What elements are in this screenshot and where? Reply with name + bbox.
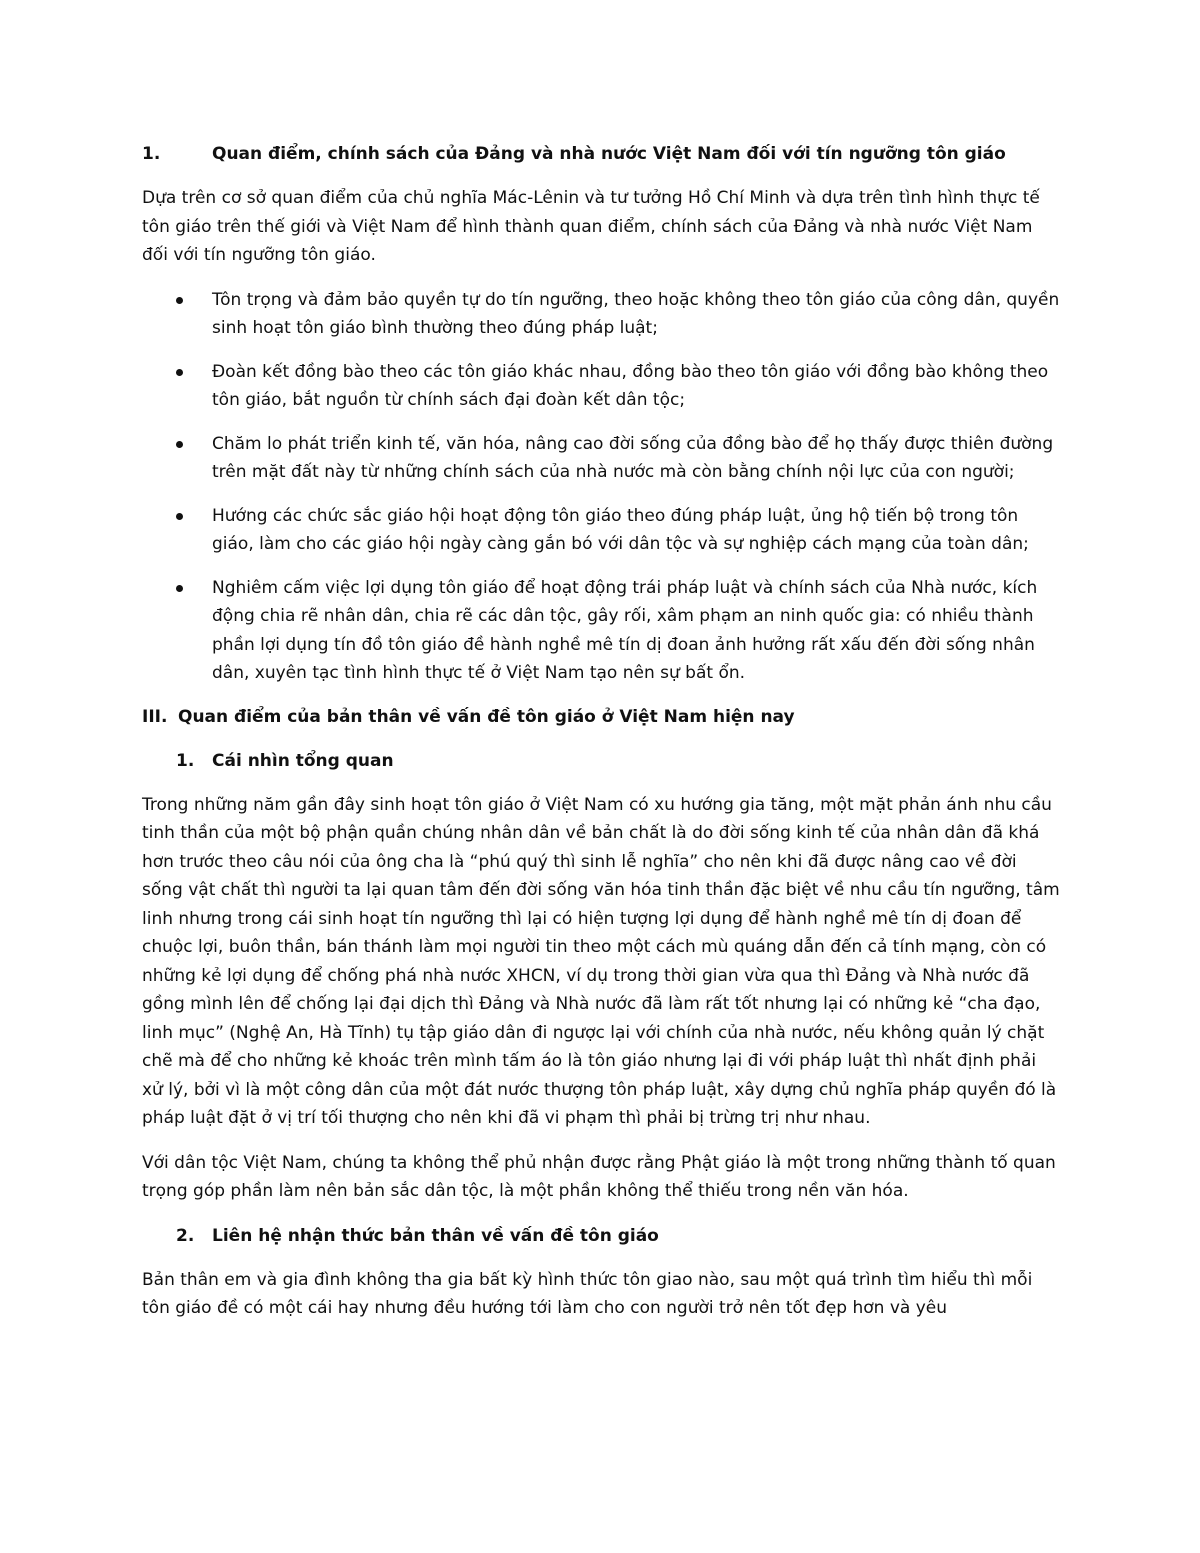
bullet-icon bbox=[176, 297, 183, 304]
bullet-text: Chăm lo phát triển kinh tế, văn hóa, nâng cao đời sống của đồng bào để họ thấy được thiên đường trên mặt đất này từ những chính sách của nhà nước mà còn bằng chính nội lực của con người; bbox=[212, 433, 1054, 482]
section-1-intro: Dựa trên cơ sở quan điểm của chủ nghĩa Mác-Lênin và tư tưởng Hồ Chí Minh và dựa trên tình hình thực tế tôn giáo trên thế giới và Việt Nam để hình thành quan điểm, chính sách của Đảng và nhà nước Việt Nam đối với tín ngưỡng tôn giáo. bbox=[142, 188, 1040, 265]
section-3-number: III. bbox=[142, 706, 168, 727]
subsection-1-number: 1. bbox=[176, 750, 195, 771]
section-3-title: Quan điểm của bản thân về vấn đề tôn giáo ở Việt Nam hiện nay bbox=[178, 706, 795, 727]
list-item bbox=[142, 502, 1060, 559]
subsection-1-heading bbox=[142, 747, 1060, 775]
bullet-text: Nghiêm cấm việc lợi dụng tôn giáo để hoạt động trái pháp luật và chính sách của Nhà nước, kích động chia rẽ nhân dân, chia rẽ các dân tộc, gây rối, xâm phạm an ninh quốc gia: có nhiều thành phần lợi dụng tín đồ tôn giáo đề hành nghề mê tín dị đoan ảnh hưởng rất xấu đến đời sống nhân dân, xuyên tạc tình hình thực tế ở Việt Nam tạo nên sự bất ổn. bbox=[212, 577, 1038, 683]
list-item bbox=[142, 574, 1060, 688]
section-1-number: 1. bbox=[142, 144, 161, 164]
bullet-text: Hướng các chức sắc giáo hội hoạt động tôn giáo theo đúng pháp luật, ủng hộ tiến bộ trong tôn giáo, làm cho các giáo hội ngày càng gắn bó với dân tộc và sự nghiệp cách mạng của toàn dân; bbox=[212, 505, 1029, 554]
bullet-text: Đoàn kết đồng bào theo các tôn giáo khác nhau, đồng bào theo tôn giáo với đồng bào không theo tôn giáo, bắt nguồn từ chính sách đại đoàn kết dân tộc; bbox=[212, 361, 1049, 410]
subsection-2-heading bbox=[142, 1222, 1060, 1250]
buddhism-paragraph: Với dân tộc Việt Nam, chúng ta không thể phủ nhận được rằng Phật giáo là một trong những thành tố quan trọng góp phần làm nên bản sắc dân tộc, là một phần không thể thiếu trong nền văn hóa. bbox=[142, 1152, 1056, 1201]
bullet-text: Tôn trọng và đảm bảo quyền tự do tín ngưỡng, theo hoặc không theo tôn giáo của công dân, quyền sinh hoạt tôn giáo bình thường theo đúng pháp luật; bbox=[212, 289, 1060, 338]
section-3-heading bbox=[142, 703, 1060, 731]
bullet-icon bbox=[176, 369, 183, 376]
bullet-icon bbox=[176, 513, 183, 520]
section-1-title: Quan điểm, chính sách của Đảng và nhà nước Việt Nam đối với tín ngưỡng tôn giáo bbox=[212, 144, 1006, 164]
section-1-heading bbox=[142, 140, 1060, 168]
bullet-icon bbox=[176, 441, 183, 448]
policy-bullet-list bbox=[142, 286, 1060, 688]
list-item bbox=[142, 430, 1060, 487]
personal-paragraph: Bản thân em và gia đình không tha gia bất kỳ hình thức tôn giao nào, sau một quá trình tìm hiểu thì mỗi tôn giáo đề có một cái hay nhưng đều hướng tới làm cho con người trở nên tốt đẹp hơn và yêu bbox=[142, 1269, 1033, 1318]
list-item bbox=[142, 286, 1060, 343]
subsection-2-title: Liên hệ nhận thức bản thân về vấn đề tôn giáo bbox=[212, 1225, 659, 1246]
subsection-1-title: Cái nhìn tổng quan bbox=[212, 750, 394, 771]
subsection-2-number: 2. bbox=[176, 1225, 195, 1246]
list-item bbox=[142, 358, 1060, 415]
overview-paragraph: Trong những năm gần đây sinh hoạt tôn giáo ở Việt Nam có xu hướng gia tăng, một mặt phản ánh nhu cầu tinh thần của một bộ phận quần chúng nhân dân về bản chất là do đời sống kinh tế của nhân dân đã khá hơn trước theo câu nói của ông cha là “phú quý thì sinh lễ nghĩa” cho nên khi đã được nâng cao về đời sống vật chất thì người ta lại quan tâm đến đời sống văn hóa tinh thần đặc biệt về nhu cầu tín ngưỡng, tâm linh nhưng trong cái sinh hoạt tín ngưỡng thì lại có hiện tượng lợi dụng để hành nghề mê tín dị đoan để chuộc lợi, buôn thần, bán thánh làm mọi người tin theo một cách mù quáng dẫn đến cả tính mạng, còn có những kẻ lợi dụng để chống phá nhà nước XHCN, ví dụ trong thời gian vừa qua thì Đảng và Nhà nước đã gồng mình lên để chống lại đại dịch thì Đảng và Nhà nước đã làm rất tốt nhưng lại có những kẻ “cha đạo, linh mục” (Nghệ An, Hà Tĩnh) tụ tập giáo dân đi ngược lại với chính của nhà nước, nếu không quản lý chặt chẽ mà để cho những kẻ khoác trên mình tấm áo là tôn giáo nhưng lại đi với pháp luật thì nhất định phải xử lý, bởi vì là một công dân của một đát nước thượng tôn pháp luật, xây dựng chủ nghĩa pháp quyền đó là pháp luật đặt ở vị trí tối thượng cho nên khi đã vi phạm thì phải bị trừng trị như nhau. bbox=[142, 794, 1060, 1128]
bullet-icon bbox=[176, 585, 183, 592]
